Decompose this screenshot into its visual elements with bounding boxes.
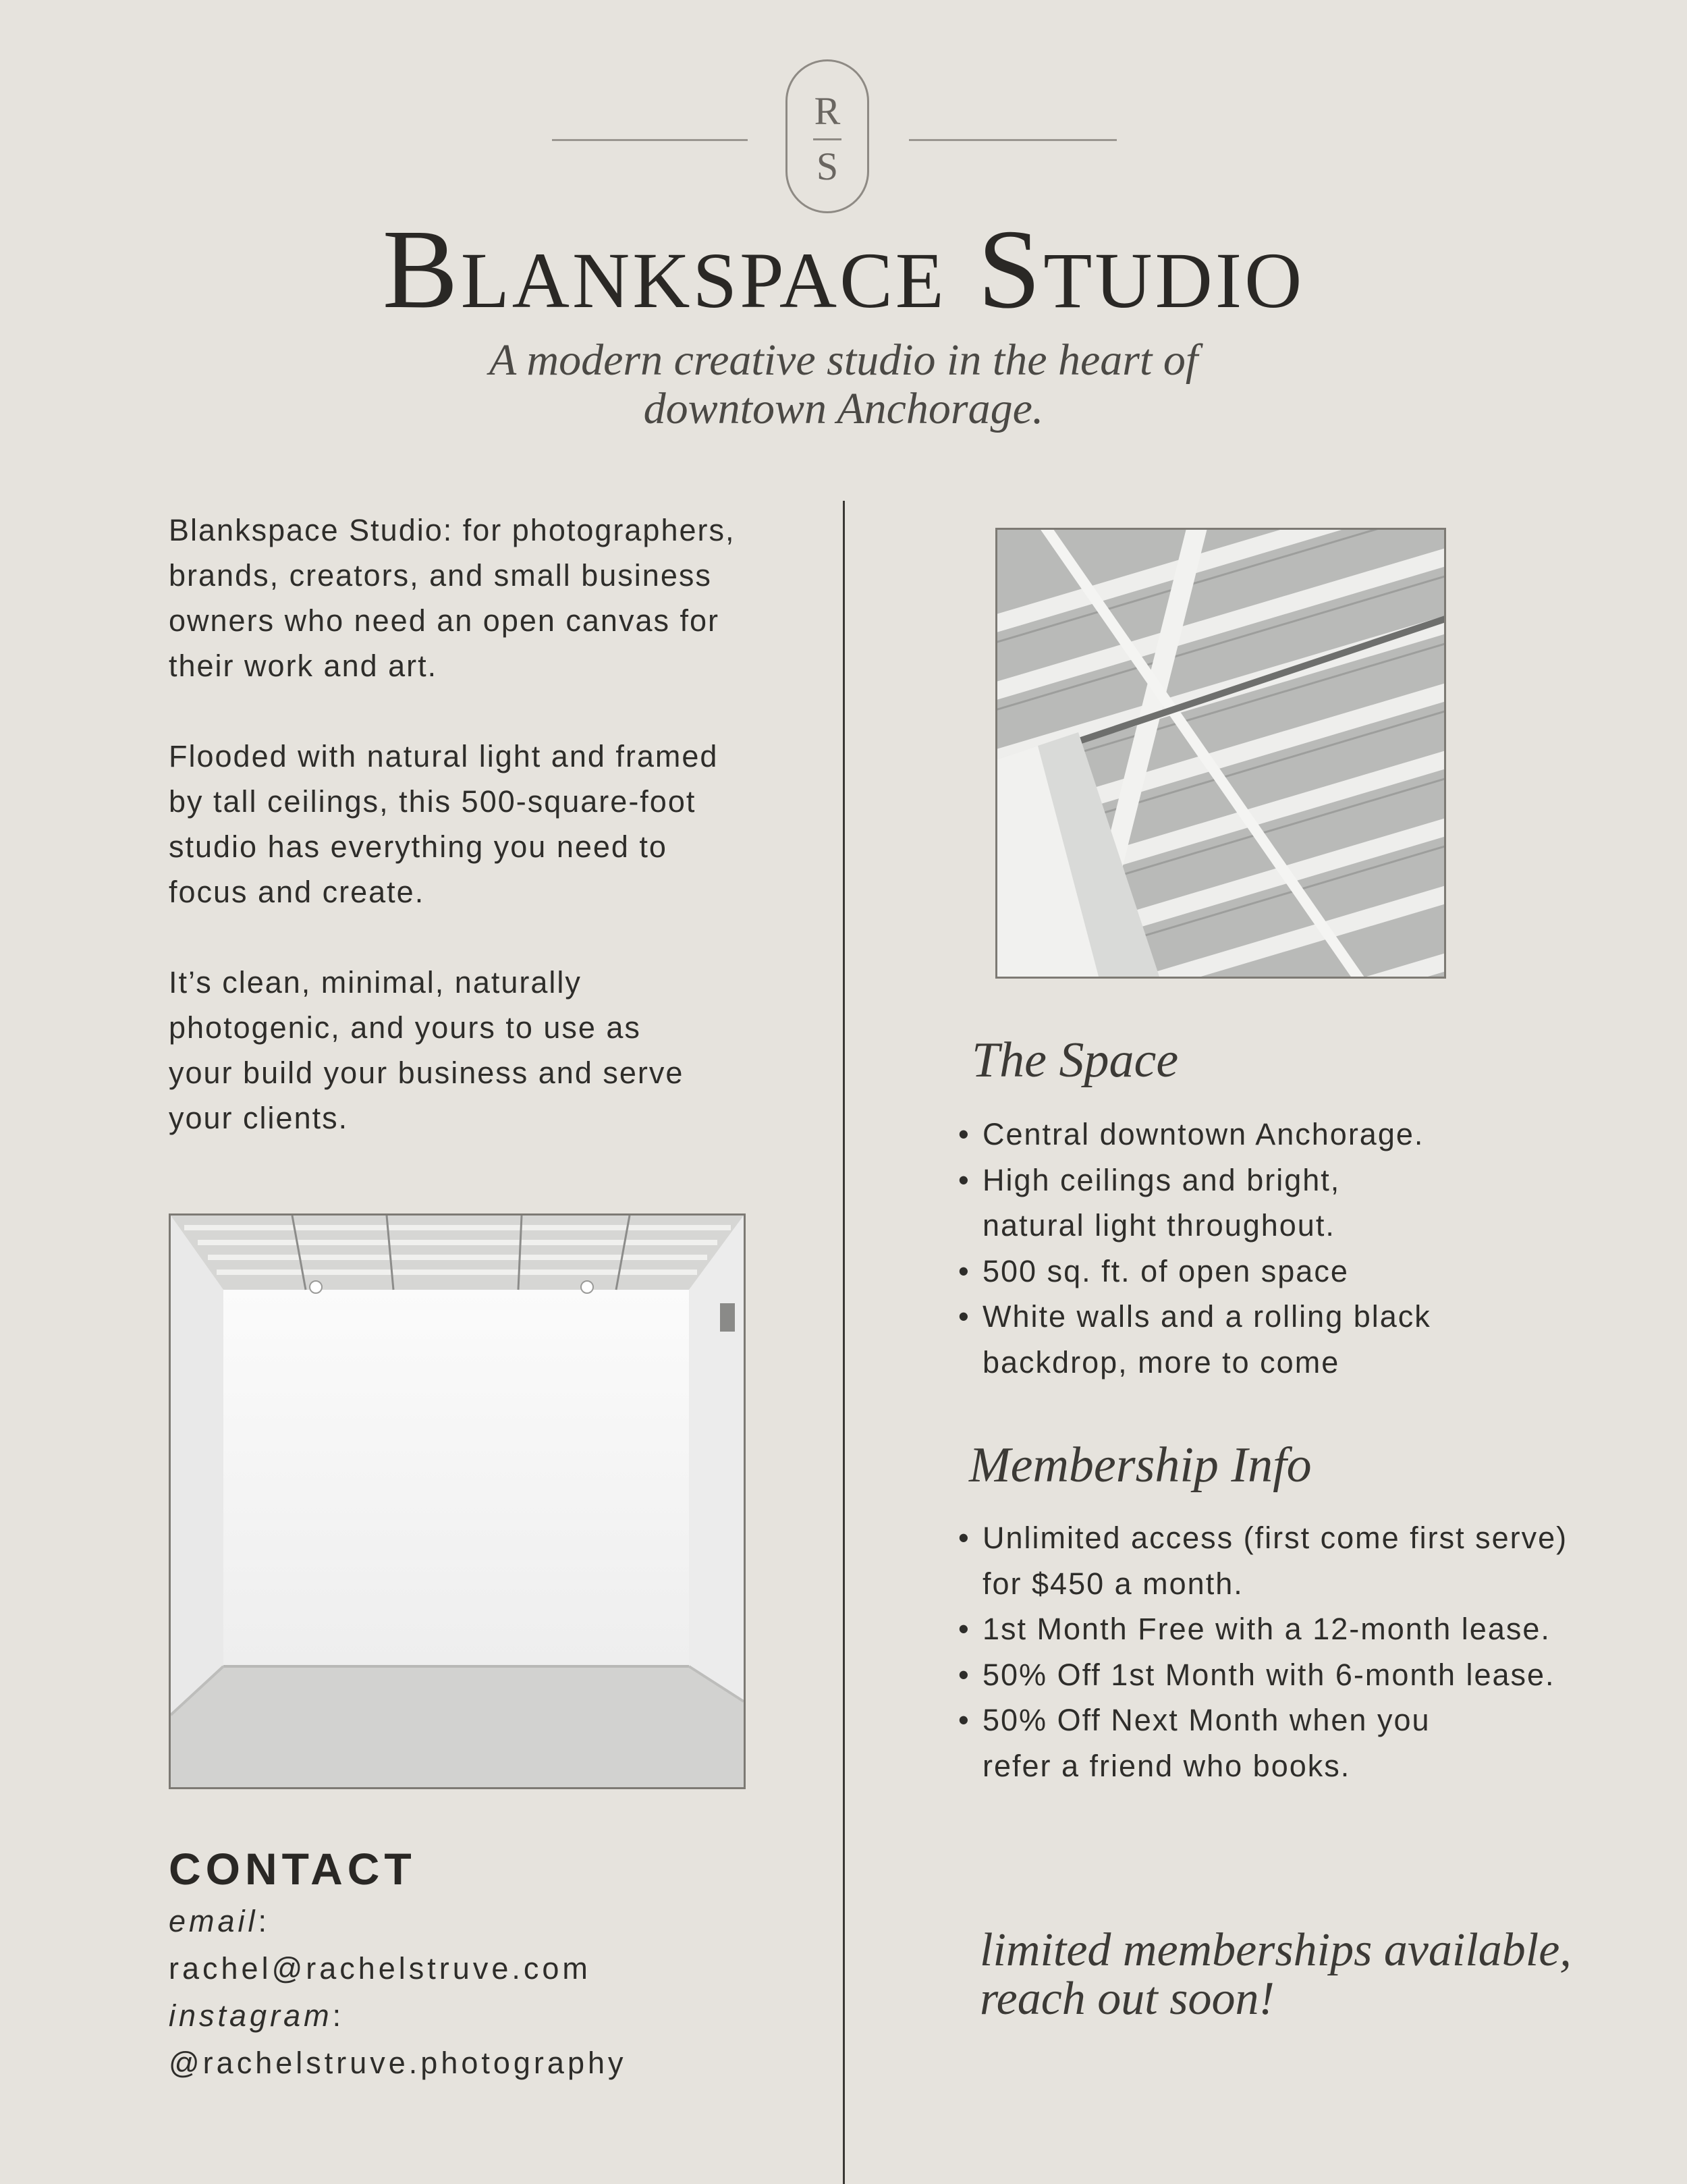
text-line: owners who need an open canvas for <box>169 603 719 638</box>
list-item <box>957 1652 1568 1698</box>
text-line: backdrop, more to come <box>983 1344 1340 1380</box>
text-line: for $450 a month. <box>983 1566 1244 1601</box>
intro-paragraph <box>169 734 817 914</box>
text-line: High ceilings and bright, <box>983 1162 1341 1197</box>
text-line: photogenic, and yours to use as <box>169 1010 641 1045</box>
tagline-line: A modern creative studio in the heart of <box>489 335 1198 385</box>
text-line: It’s clean, minimal, naturally <box>169 965 582 1000</box>
intro-paragraph <box>169 508 817 688</box>
studio-room-image <box>171 1216 744 1787</box>
contact-details <box>169 1898 627 2087</box>
monogram-logo <box>785 59 869 213</box>
text-line: 500 sq. ft. of open space <box>983 1253 1349 1288</box>
text-line: 1st Month Free with a 12-month lease. <box>983 1612 1551 1646</box>
page-title: Blankspace Studio <box>382 207 1305 332</box>
closing-note <box>980 1926 1628 2023</box>
list-item <box>957 1606 1568 1652</box>
contact-heading: CONTACT <box>169 1844 416 1894</box>
text-line: natural light throughout. <box>983 1208 1335 1243</box>
email-label: email <box>169 1904 258 1938</box>
text-line: focus and create. <box>169 875 425 909</box>
label-colon: : <box>258 1904 271 1938</box>
intro-text <box>169 508 817 1186</box>
monogram-letter-top: R <box>814 89 841 133</box>
list-item <box>957 1112 1431 1157</box>
membership-heading: Membership Info <box>969 1438 1312 1493</box>
instagram-label: instagram <box>169 1998 333 2033</box>
intro-paragraph <box>169 960 817 1141</box>
header-rule-right <box>909 139 1117 141</box>
header-rule-left <box>552 139 748 141</box>
the-space-heading: The Space <box>972 1033 1179 1088</box>
label-colon: : <box>332 1998 345 2033</box>
text-line: 50% Off 1st Month with 6-month lease. <box>983 1657 1555 1692</box>
list-item <box>957 1515 1568 1606</box>
list-item <box>957 1697 1568 1789</box>
email-label-row <box>169 1898 627 1945</box>
text-line: brands, creators, and small business <box>169 558 712 593</box>
text-line: 50% Off Next Month when you <box>983 1703 1431 1737</box>
email-address[interactable]: rachel@rachelstruve.com <box>169 1951 591 1986</box>
ceiling-photo-image <box>997 530 1444 977</box>
studio-room-photo <box>169 1213 746 1789</box>
text-line: reach out soon! <box>980 1973 1275 2025</box>
text-line: studio has everything you need to <box>169 829 667 864</box>
text-line: Unlimited access (first come first serve) <box>983 1521 1568 1555</box>
text-line: Central downtown Anchorage. <box>983 1117 1425 1151</box>
monogram-letter-bottom: S <box>816 144 839 188</box>
the-space-list <box>957 1112 1431 1385</box>
list-item <box>957 1157 1431 1249</box>
tagline-line: downtown Anchorage. <box>643 384 1044 433</box>
text-line: Blankspace Studio: for photographers, <box>169 513 736 547</box>
text-line: by tall ceilings, this 500-square-foot <box>169 784 696 819</box>
instagram-label-row <box>169 1992 627 2040</box>
text-line: White walls and a rolling black <box>983 1299 1431 1334</box>
monogram-bar <box>813 138 841 140</box>
list-item <box>957 1249 1431 1294</box>
text-line: their work and art. <box>169 649 438 683</box>
text-line: Flooded with natural light and framed <box>169 739 719 773</box>
column-divider <box>843 501 845 2184</box>
text-line: your clients. <box>169 1101 349 1135</box>
ceiling-photo <box>995 528 1446 979</box>
membership-list <box>957 1515 1568 1789</box>
text-line: limited memberships available, <box>980 1924 1572 1976</box>
text-line: your build your business and serve <box>169 1056 684 1090</box>
tagline <box>0 336 1687 433</box>
text-line: refer a friend who books. <box>983 1748 1351 1783</box>
list-item <box>957 1294 1431 1385</box>
instagram-handle[interactable]: @rachelstruve.photography <box>169 2046 627 2080</box>
